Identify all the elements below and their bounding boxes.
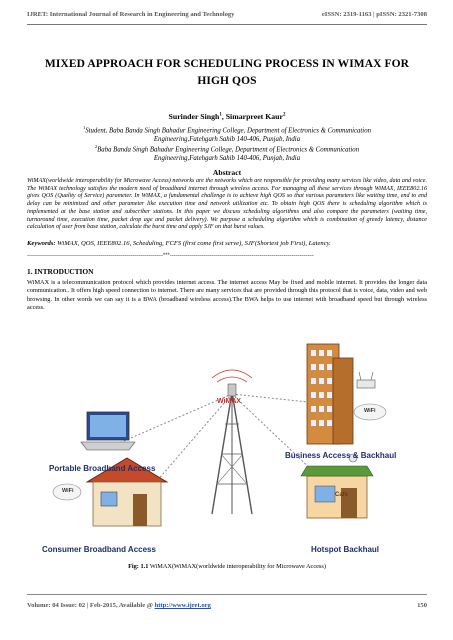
wimax-figure <box>27 334 427 556</box>
affiliation-1-sup: 1 <box>83 125 86 130</box>
cafe-label: Cafe <box>335 492 349 498</box>
laptop-icon <box>81 412 135 450</box>
affiliation-2-line-1: Baba Banda Singh Bahadur Engineering College, Department of Electronics & Communication <box>97 146 360 154</box>
paper-title <box>27 56 427 90</box>
caption-text: WiMAX(WiMAX(worldwide interoperability for Microwave Access) <box>148 563 326 570</box>
title-line-2: HIGH QOS <box>197 75 257 87</box>
title-line-1: MIXED APPROACH FOR SCHEDULING PROCESS IN WIMAX FOR <box>44 58 410 70</box>
separator-dashes-right: ------------------------------------------------------------------------ <box>169 253 314 259</box>
label-portable-broadband: Portable Broadband Access <box>49 464 156 473</box>
author-2: Simarpreet Kaur <box>225 112 283 121</box>
office-building-icon <box>307 344 353 444</box>
separator-stars: *** <box>162 253 170 259</box>
abstract-text: WiMAX(worldwide interoperability for Microwave Access) networks are the networks which are responsible for providing many services like video, data and voice. The WiMAX technology satisfies the modern need of broadband internet through wireless access. For managing all these services through WiMAX, IEEE802.16 gives QOS (Quality of Service) parameter. In WiMAX, a fundamental challenge is to achieve high QOS so that various parameters like waiting time, end to end delay can be minimized and other parameter like execution time and network utilization etc. To obtain high QOS there is scheduling algorithm which is implemented at the base station and subscriber stations. In this paper we discuss scheduling algorithms and also compare the parameters (waiting time, turnaround time, execution time, packet drop age and packet delivery). We purpose a scheduling algorithm which is combination of greedy latency, distance calculation of user from base station, calculate the burst time and apply SJF on that burst values. <box>27 178 427 231</box>
router-icon <box>357 372 375 388</box>
section-separator <box>27 252 427 260</box>
link-portable <box>117 394 232 444</box>
keywords-label: Keywords: <box>27 240 56 247</box>
keywords-text: WiMAX, QOS, IEEE802.16, Scheduling, FCFS (first come first serve), SJF(Shortest job First), Latency. <box>57 240 331 247</box>
affiliation-2-sup: 2 <box>94 144 98 149</box>
wifi-label-top: WiFi <box>364 408 376 414</box>
caption-prefix: Fig: 1.1 <box>128 563 149 570</box>
wimax-label: WiMAX <box>217 398 242 405</box>
section-heading-introduction: 1. INTRODUCTION <box>27 267 94 276</box>
wimax-network-diagram <box>27 334 427 556</box>
author-list <box>27 112 427 121</box>
label-business-access: Business Access & Backhaul <box>285 451 397 460</box>
separator-dashes-left: -------------------------------------------------------------------- <box>27 253 163 259</box>
abstract-heading: Abstract <box>212 168 242 177</box>
affiliation-2 <box>27 143 427 164</box>
journal-link[interactable]: http://www.ijret.org <box>154 602 211 609</box>
footer-rule <box>27 594 427 595</box>
issn: eISSN: 2319-1163 | pISSN: 2321-7308 <box>321 11 427 18</box>
journal-name: IJRET: International Journal of Research in Engineering and Technology <box>27 11 235 18</box>
wimax-tower-icon <box>212 370 252 514</box>
header-rule <box>27 24 427 25</box>
author-2-sup: 2 <box>282 112 286 118</box>
figure-caption <box>27 563 427 570</box>
affiliation-1-line-2: Engineering,Fatehgarh Sahib 140-406, Punjab, India <box>153 136 301 144</box>
introduction-text: WiMAX is a telecommunication protocol which provides internet access. The internet access May be fixed and mobile internet. It provides the longer data communication.. It offers high speed connection to internet. There are many services that are provided through this protocol that is voice, data, video and web browsing. In other words we can say it is a BWA (broadband wireless access).The BWA helps to use internet with broadband speed but through wireless access. <box>27 279 427 312</box>
running-footer <box>27 602 427 609</box>
footer-volume-text: Volume: 04 Issue: 02 | Feb-2015, Available @ <box>27 602 155 609</box>
affiliation-2-line-2: Engineering,Fatehgarh Sahib 140-406, Punjab, India <box>153 155 301 163</box>
label-consumer-broadband: Consumer Broadband Access <box>42 545 156 554</box>
author-1-sup: 1 <box>219 112 222 118</box>
author-separator: , <box>221 112 226 121</box>
label-hotspot-backhaul: Hotspot Backhaul <box>311 545 380 554</box>
author-1: Surinder Singh <box>168 112 220 121</box>
page-number: 150 <box>417 602 427 609</box>
affiliation-1-line-1: Student, Baba Banda Singh Bahadur Engineering College, Department of Electronics & Communication <box>85 127 371 135</box>
affiliation-1 <box>27 124 427 145</box>
cafe-icon <box>301 454 373 518</box>
keywords <box>27 240 427 247</box>
footer-volume <box>27 602 211 609</box>
wifi-label-left: WiFi <box>62 488 74 494</box>
